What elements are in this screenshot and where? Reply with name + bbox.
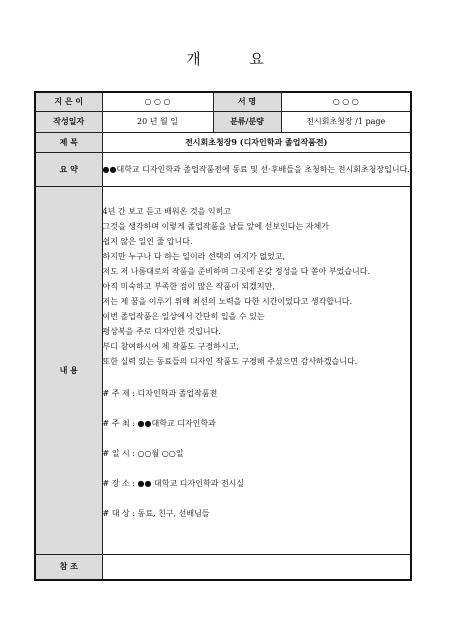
content-line: 그것을 생각하며 이렇게 졸업작품을 남들 앞에 선보인다는 자체가 xyxy=(102,222,329,231)
reference-label: 참 조 xyxy=(35,554,102,580)
author-label: 지 은 이 xyxy=(35,92,102,111)
info-topic: # 주 제 : 디자인학과 졸업작품전 xyxy=(102,389,218,398)
reference-value xyxy=(102,554,411,580)
subject-row xyxy=(35,132,411,152)
subject-label: 제 목 xyxy=(35,132,102,152)
content-line: 부디 참여하시어 제 작품도 구경하시고, xyxy=(102,342,239,351)
content-line: 저는 제 꿈을 이루기 위해 최선의 노력을 다한 시간이었다고 생각합니다. xyxy=(102,297,353,306)
overview-form-table xyxy=(34,91,412,581)
date-value: 20 년 월 일 xyxy=(102,111,213,132)
content-row xyxy=(35,186,411,554)
content-label: 내 용 xyxy=(35,186,102,554)
content-line: 또한 실력 있는 동료들의 디자인 작품도 구경해 주셨으면 감사하겠습니다. xyxy=(102,357,358,366)
content-line: 저도 저 나름대로의 작품을 준비하며 그곳에 온갖 정성을 다 쏟아 부었습니다. xyxy=(102,267,371,276)
summary-row xyxy=(35,152,411,186)
content-spacer xyxy=(103,369,411,386)
signature-label: 서 명 xyxy=(213,92,281,111)
author-value: ○ ○ ○ xyxy=(102,92,213,111)
subject-value: 전시회초청장9 (디자인학과 졸업작품전) xyxy=(102,132,411,152)
content-body xyxy=(102,186,411,554)
content-line: 하지만 누구나 다 하는 일이라 선택의 여지가 없었고, xyxy=(102,252,286,261)
summary-label: 요 약 xyxy=(35,152,102,186)
content-line: 쉽지 않은 일인 줄 압니다. xyxy=(102,237,193,246)
category-value: 전시회초청장 /1 page xyxy=(281,111,411,132)
date-row xyxy=(35,111,411,132)
content-line: 이번 졸업작품은 일상에서 간단히 입을 수 있는 xyxy=(102,312,265,321)
date-label: 작성일자 xyxy=(35,111,102,132)
content-line: 4년 간 보고 듣고 배워온 것을 익히고 xyxy=(102,207,232,216)
info-venue: # 장 소 : ●● 대학교 디자인학과 전시실 xyxy=(102,479,245,488)
content-line: 아직 미숙하고 부족한 점이 많은 작품이 되겠지만, xyxy=(102,282,275,291)
info-audience: # 대 상 : 동료, 친구, 선배님들 xyxy=(102,509,210,518)
category-label: 분류/분량 xyxy=(213,111,281,132)
summary-value: ●●대학교 디자인학과 졸업작품전에 동료 및 선·후배들을 초청하는 전시회초청장입니다. xyxy=(102,152,411,186)
info-date: # 일 시 : ○○월 ○○일 xyxy=(102,449,184,458)
reference-row xyxy=(35,554,411,580)
author-row xyxy=(35,92,411,111)
document-title: 개 요 xyxy=(186,50,286,68)
content-line: 평상복을 주로 디자인한 것입니다. xyxy=(102,327,221,336)
info-host: # 주 최 : ●●대학교 디자인학과 xyxy=(102,419,216,428)
signature-value: ○ ○ ○ xyxy=(281,92,411,111)
